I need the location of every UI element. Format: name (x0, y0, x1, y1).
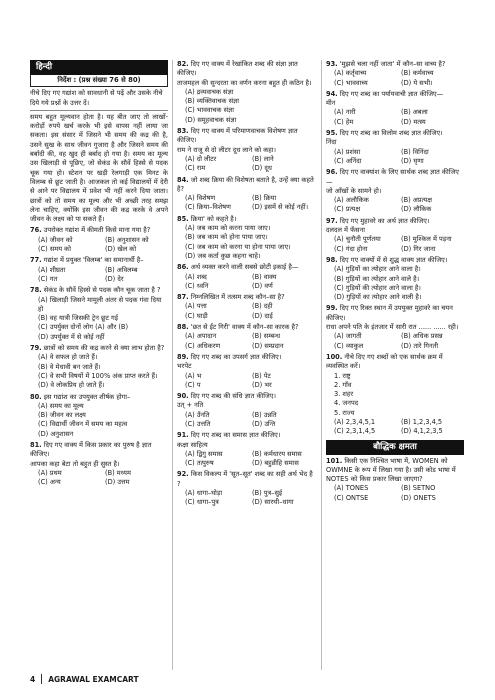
list-item: 5. राज्य (334, 408, 355, 417)
question-82 (177, 60, 315, 125)
option: (B) 1,2,3,4,5 (401, 417, 443, 426)
question-number: 85. (177, 214, 189, 223)
question-text: दिए गए वाक्य में परिमाणवाचक विशेषण ज्ञात कीजिए। (177, 127, 298, 145)
question-91 (177, 431, 315, 468)
option: (B) जब काम को होना पाया जाए। (185, 233, 268, 242)
option: (C) तत्पुरुष (185, 459, 214, 468)
option: (C) राम (185, 164, 206, 173)
question-number: 76. (30, 226, 42, 235)
question-text: दिए गए वाक्य में रेखांकित शब्द की संज्ञा ज्ञात कीजिए। (177, 60, 298, 78)
question-number: 78. (30, 286, 42, 295)
question-number: 79. (30, 344, 42, 353)
option: (D) अनुशासन (38, 429, 74, 438)
footer-separator (41, 674, 42, 684)
option: (D) समूहवाचक संज्ञा (185, 115, 237, 124)
option: (C) भाववाचक संज्ञा (185, 106, 234, 115)
option: (C) 2,3,1,4,5 (334, 427, 376, 436)
instruction-title: निर्देश : (प्रश्न संख्या 76 से 80) (30, 75, 168, 87)
question-number: 101. (326, 456, 343, 465)
option: (B) वाक्य (252, 272, 277, 281)
question-100 (326, 353, 464, 437)
question-number: 80. (30, 392, 42, 401)
option: (B) क्रिया (252, 194, 277, 203)
option: (D) उन्ति (252, 419, 276, 428)
option: (A) प्रशंसा (334, 147, 361, 156)
divider (30, 110, 168, 111)
question-number: 82. (177, 60, 189, 68)
option: (D) ONETS (401, 493, 436, 502)
option: (C) ध्वनि (185, 281, 209, 290)
option: (D) घृणा (401, 156, 424, 165)
question-text: जो शब्द क्रिया की विशेषता बताते है, उन्हें क्या कहते है? (177, 175, 314, 193)
option: (B) जीवन का लक्ष्य (38, 411, 86, 420)
question-text: दिए गए रिक्त स्थान में उपयुक्त मुहावरे का चयन कीजिए। (326, 304, 453, 322)
list-item: 2. गाँव (334, 380, 352, 389)
option: (C) धागा–पुत्र (185, 498, 219, 507)
option: (C) घाड़ी (185, 311, 208, 320)
question-text: दिए गए शब्द का उपसर्ग ज्ञात कीजिए। (190, 352, 282, 361)
question-number: 91. (177, 431, 189, 440)
question-97 (326, 217, 464, 254)
option: (C) उत्तति (185, 419, 211, 428)
question-number: 88. (177, 323, 189, 332)
option: (A) वे सफल हो जाते हैं। (38, 353, 98, 362)
option: (A) अलौकिक (334, 196, 369, 205)
question-sentence: राधा अपने पति के इंतजार में सारी रात ...... ...... रही। (326, 323, 459, 332)
question-text: निम्नलिखित में तत्सम शब्द कौन–सा है? (190, 293, 285, 302)
option: (B) दही (252, 302, 273, 311)
question-text: दिए गए शब्द का समास ज्ञात कीजिए। (190, 431, 281, 440)
question-number: 95. (326, 129, 338, 138)
option: (A) नारी (334, 108, 356, 117)
question-text: नीचे दिए गए शब्दों को एक सार्थक क्रम में व्यवस्थित करें। (326, 352, 443, 371)
option: (A) दो लीटर (185, 154, 217, 163)
option: (B) गुड़ियों का त्योहार आने वाले है। (334, 274, 420, 283)
option: (D) खेल को (105, 245, 137, 254)
option: (A) कर्तृवाच्य (334, 69, 367, 78)
option: (C) प्रत्यक्ष (334, 205, 361, 214)
column-1 (30, 60, 168, 487)
option: (B) सम्बन्ध (252, 332, 281, 341)
option: (D) जब कर्ता कुछ कहना चाहे। (185, 251, 261, 260)
question-number: 90. (177, 392, 189, 401)
option: (A) जागती (334, 332, 362, 341)
question-number: 77. (30, 256, 42, 265)
question-text: क्रिया' को कहते है। (190, 214, 237, 223)
option: (D) सारथी–धागा (252, 498, 294, 507)
option: (D) बहुव्रीहि समास (252, 459, 299, 468)
question-78 (30, 286, 168, 342)
option: (B) विनिंदा (401, 147, 429, 156)
option: (B) अधिक प्रसन्न (401, 332, 443, 341)
question-text: छात्रों को समय की कद्र करने से क्या लाभ होता है? (43, 344, 165, 353)
question-number: 89. (177, 352, 189, 361)
option: (C) भाववाच्य (334, 78, 368, 87)
list-item: 4. जनपद (334, 399, 359, 408)
question-sentence: ताजमहल की सुन्दरता का वर्णन करना बहुत ही कठिन है। (177, 78, 312, 87)
question-93 (326, 60, 464, 88)
option: (A) शब्द (185, 272, 207, 281)
option: (C) प (185, 380, 201, 389)
question-96 (326, 168, 464, 214)
option: (B) कर्मवाच्य (401, 69, 434, 78)
question-text: दिए गए वाक्यों में से शुद्ध वाक्य ज्ञात कीजिए। (339, 255, 448, 264)
question-number: 84. (177, 175, 189, 184)
question-text: उपरोक्त गद्यांश में कीमती किसे माना गया है? (43, 226, 151, 235)
question-text: किस विकल्प में 'सूत–सूत' शब्द का सही अर्थ भेद है ? (177, 470, 313, 488)
option: (A) जीवन को (38, 235, 73, 244)
option: (A) जब काम को करना पाया जाए। (185, 224, 271, 233)
option: (B) SETNO (401, 484, 436, 493)
option: (B) पेट (252, 371, 271, 380)
question-98 (326, 256, 464, 302)
option: (C) हेम (334, 117, 354, 126)
option: (A) खिलाड़ी जिसने मामूली अंतर से पदक गंवा दिया हो (38, 295, 162, 313)
question-number: 92. (177, 470, 189, 479)
column-2 (177, 60, 315, 508)
question-word: कक्षा साहित्य (177, 440, 208, 449)
question-sentence: आपका कहा बेटा तो बहुत ही सुस्त है। (30, 459, 120, 468)
option: (A) अपादान (185, 332, 217, 341)
option: (D) गिर जाना (401, 244, 436, 253)
question-84 (177, 176, 315, 213)
option: (B) वह यात्री जिसकी ट्रेन छूट गई (38, 314, 118, 323)
option: (C) गुड़ियों की त्योहार आने वाला है। (334, 283, 421, 292)
option: (B) अविलम्ब (105, 265, 138, 274)
question-79 (30, 344, 168, 390)
option: (B) अबला (401, 108, 428, 117)
question-word: भरपेट (177, 362, 192, 371)
question-80 (30, 393, 168, 439)
question-text: 'छत से ईंट गिरी' वाक्य में कौन–सा कारक है? (190, 323, 299, 332)
option: (C) गंदा होना (334, 244, 368, 253)
question-text: दिए गए वाक्य में किस प्रकार का पुरुष है ज्ञात कीजिए। (30, 440, 152, 459)
option: (D) ये सभी। (401, 78, 433, 87)
option: (A) उँनति (185, 410, 210, 419)
question-number: 81. (30, 440, 42, 449)
hindi-section-header: हिन्दी (30, 60, 168, 75)
option: (B) मध्यम (105, 468, 131, 477)
question-number: 99. (326, 304, 338, 313)
question-95 (326, 129, 464, 166)
option: (A) शीघ्रता (38, 265, 66, 274)
question-92 (177, 470, 315, 507)
question-77 (30, 256, 168, 284)
option: (D) तारे गिनती (401, 341, 439, 350)
option: (A) TONES (334, 484, 369, 493)
question-word: मीन (326, 99, 336, 108)
question-85 (177, 215, 315, 261)
question-number: 86. (177, 263, 189, 272)
question-text: इस गद्यांश का उपयुक्त शीर्षक होगा– (43, 392, 131, 401)
list-item: 1. राष्ट्र (334, 371, 351, 380)
option: (C) वे सभी विषयों में 100% अंक प्राप्त करते हैं। (38, 371, 158, 380)
question-text: दिए गए शब्द का विलोम शब्द ज्ञात कीजिए। (339, 129, 443, 138)
question-text: 'मुझसे चला नहीं जाता' में कौन–सा वाच्य है? (339, 60, 446, 68)
option: (D) 4,1,2,3,5 (401, 427, 443, 436)
publisher-brand: AGRAWAL EXAMCART (48, 674, 139, 684)
option: (C) जब काम को करना या होना पाया जाए। (185, 242, 291, 251)
option: (D) भर (252, 380, 272, 389)
option: (C) विद्यार्थी जीवन में समय का महत्व (38, 420, 128, 429)
question-word: निंदा (326, 138, 337, 147)
option: (B) मुश्किल में पड़ना (401, 235, 452, 244)
question-86 (177, 263, 315, 291)
question-text: किसी एक निश्चित भाषा में, WOMEN को OWMNE के रूप में लिखा गया है। उसी कोड भाषा में NOTES को किस प्रकार लिखा जाएगा? (326, 456, 456, 484)
passage: समय बहुत मूल्यवान होता है। यह बीत जाए तो लाखों-करोड़ों रुपये खर्च करके भी इसे वापस नहीं लाया जा सकता। इस संसार में जिसने भी समय की कद्र की है, उसने सुख के साथ जीवन गुजारा है और जिसने समय की बर्बादी की, वह खुद ही बर्बाद हो गया है। समय का मूल्य उस खिलाड़ी से पूछिए, जो सेकंड के सौवें हिस्से से पदक चूक गया हो। स्टेशन पर खड़ी रेलगाड़ी एक मिनट के विलम्ब से छूट जाती है। आजकल तो कई विद्यालयों में देरी से आने पर विद्यालय में प्रवेश भी नहीं करने दिया जाता। छात्रों को तो समय का मूल्य और भी अच्छी तरह समझ लेना चाहिए, क्योंकि इस जीवन की कद्र करके वे अपने जीवन के लक्ष्य को पा सकते हैं। (30, 112, 168, 224)
question-text: दिए गए शब्द का पर्यायवाची ज्ञात कीजिए— (339, 89, 444, 98)
option: (C) क्रिया–विशेषण (185, 203, 231, 212)
question-number: 97. (326, 216, 338, 225)
option: (D) लौकिक (401, 205, 432, 214)
instruction-text: नीचे दिए गए गद्यांश को सावधानी से पढ़ें और उसके नीचे दिये गये प्रश्नों के उत्तर दें। (30, 89, 163, 107)
option: (D) इसमें से कोई नहीं। (252, 203, 309, 212)
question-94 (326, 90, 464, 127)
question-87 (177, 293, 315, 321)
question-76 (30, 226, 168, 254)
option: (D) दूध (252, 164, 272, 173)
option: (B) वे मेधावी बन जाते हैं। (38, 362, 101, 371)
question-text: अर्थ व्यक्त करने वाली सबसे छोटी इकाई है— (190, 263, 299, 272)
question-101 (326, 457, 464, 503)
question-text: दिए गए वाक्यांश के लिए सार्थक शब्द ज्ञात कीजिए— (326, 168, 459, 186)
question-text: दिए गए शब्द की संधि ज्ञात कीजिए। (190, 392, 276, 401)
question-word: जो आँखों के सामने हो। (326, 186, 382, 195)
question-sentence: राम ने राजू से दो लीटर दूध लाने को कहा। (177, 145, 276, 154)
option: (B) पुत्र–सुई (252, 489, 283, 498)
option: (A) प्रथम (38, 468, 62, 477)
question-word: उत् + नति (177, 401, 204, 410)
option: (C) व्याकुल (334, 341, 364, 350)
option: (B) लाने (252, 154, 274, 163)
option: (A) भ (185, 371, 202, 380)
option: (D) गुड़ियों का त्योहार आने वाली है। (334, 293, 422, 302)
option: (A) 2,3,4,5,1 (334, 417, 376, 426)
column-divider (172, 60, 173, 670)
question-number: 98. (326, 255, 338, 264)
option: (D) सम्प्रदान (252, 341, 284, 350)
option: (C) अनिंदा (334, 156, 362, 165)
option: (B) अप्रत्यक्ष (401, 196, 433, 205)
option: (B) व्यक्तिवाचक संज्ञा (185, 97, 239, 106)
option: (A) विशेषण (185, 194, 216, 203)
option: (A) द्रव्यवाचक संज्ञा (185, 87, 234, 96)
question-text: सेकंड के सौवें हिस्से से पदक कौन चूक जाता है ? (43, 286, 161, 295)
reasoning-section-header: बौद्धिक क्षमता (326, 440, 464, 455)
column-3 (326, 60, 464, 503)
option: (C) उपर्युक्त दोनों लोग (A) और (B) (38, 323, 129, 332)
option: (A) चुनौती पूर्णतया (334, 235, 381, 244)
option: (C) समय को (38, 245, 71, 254)
option: (D) देर (105, 274, 124, 283)
question-text: दिए गए मुहावरे का अर्थ ज्ञात कीजिए। (339, 216, 430, 225)
option: (A) धागा–घोड़ा (185, 489, 223, 498)
question-number: 83. (177, 127, 189, 136)
question-89 (177, 353, 315, 390)
question-90 (177, 392, 315, 429)
option: (B) उन्नति (252, 410, 277, 419)
question-number: 94. (326, 89, 338, 98)
option: (C) गत (38, 274, 58, 283)
option: (D) उपर्युक्त में से कोई नहीं (38, 332, 105, 341)
page-number: 4 (30, 674, 36, 684)
question-99 (326, 304, 464, 350)
option: (D) दाई (252, 311, 273, 320)
question-number: 87. (177, 293, 189, 302)
option: (A) गुड़ियों का त्योहार आने वाला है। (334, 265, 421, 274)
option: (C) अन्य (38, 478, 61, 487)
option: (A) समय का मूल्य (38, 401, 84, 410)
question-number: 96. (326, 168, 338, 177)
option: (A) द्विगु समास (185, 449, 223, 458)
question-number: 93. (326, 60, 338, 68)
option: (D) वर्ण (252, 281, 273, 290)
list-item: 3. शहर (334, 390, 354, 399)
question-text: गद्यांश में प्रयुक्त 'विलम्ब' का समानार्थी है– (43, 256, 144, 265)
option: (B) अनुशासन को (105, 235, 149, 244)
question-88 (177, 323, 315, 351)
option: (A) पत्ता (185, 302, 207, 311)
page-footer (30, 672, 470, 686)
column-divider (321, 60, 322, 670)
question-number: 100. (326, 352, 343, 361)
option: (C) अधिकरण (185, 341, 221, 350)
option: (B) कर्मधारय समास (252, 449, 302, 458)
option: (D) उत्तम (105, 478, 130, 487)
option: (D) मत्स्य (401, 117, 426, 126)
question-81 (30, 441, 168, 487)
question-word: दलदल में फँसना (326, 226, 365, 235)
question-83 (177, 127, 315, 173)
option: (C) ONTSE (334, 493, 369, 502)
option: (D) वे लोकप्रिय हो जाते हैं। (38, 381, 105, 390)
